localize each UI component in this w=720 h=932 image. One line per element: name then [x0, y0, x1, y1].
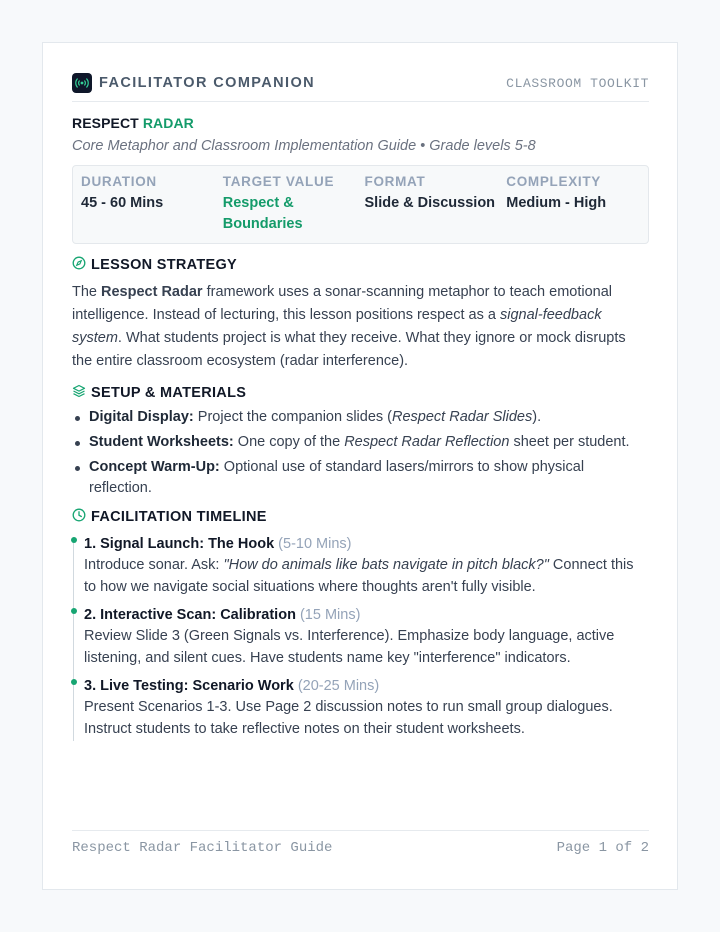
strategy-paragraph [72, 281, 649, 373]
setup-heading [72, 384, 649, 402]
toolkit-label: CLASSROOM TOOLKIT [506, 75, 649, 91]
text: Introduce sonar. Ask: [84, 557, 224, 573]
meta-complexity [506, 174, 648, 235]
section-title: LESSON STRATEGY [91, 257, 238, 273]
emphasis: "How do animals like bats navigate in pitch black?" [223, 557, 549, 573]
text: One copy of the [233, 434, 345, 450]
materials-list [72, 407, 649, 499]
brand [72, 73, 315, 93]
step-body [84, 696, 649, 740]
page-footer [72, 830, 649, 856]
step-duration: (5-10 Mins) [278, 536, 352, 552]
meta-format [365, 174, 507, 235]
section-title: SETUP & MATERIALS [91, 385, 247, 401]
text: Present Scenarios 1-3. Use Page 2 discussion notes to run small group dialogues. Instruct students to take reflective notes on their student worksheets. [84, 699, 613, 737]
step-title [84, 534, 649, 554]
meta-target-value [223, 174, 365, 235]
footer-row [72, 840, 649, 856]
step-duration: (20-25 Mins) [297, 678, 380, 694]
meta-value: Respect & Boundaries [222, 195, 303, 232]
footer-divider [72, 830, 649, 831]
item-label: Digital Display: [89, 409, 194, 425]
step-body [84, 625, 649, 669]
document-subtitle: Core Metaphor and Classroom Implementation Guide • Grade levels 5-8 [72, 138, 536, 154]
text: . What students project is what they receive. What they ignore or mock disrupts the entire classroom ecosystem (radar interference). [72, 330, 626, 369]
lesson-meta-panel [72, 165, 649, 244]
text: Review Slide 3 (Green Signals vs. Interference). Emphasize body language, active listening, and silent cues. Have students name key "interference" indicators. [84, 628, 615, 666]
text: The [72, 284, 102, 300]
page-header [72, 71, 649, 95]
compass-icon [72, 256, 86, 274]
step-name: 2. Interactive Scan: Calibration [84, 607, 296, 623]
meta-label: DURATION [81, 174, 157, 189]
page-number: Page 1 of 2 [556, 840, 649, 856]
step-name: 1. Signal Launch: The Hook [84, 536, 275, 552]
item-label: Student Worksheets: [89, 434, 234, 450]
text: ). [532, 409, 542, 425]
emphasis: signal-feedback system [72, 307, 602, 346]
list-item [72, 457, 649, 499]
facilitation-timeline [72, 534, 649, 740]
list-item [72, 407, 649, 428]
clock-icon [72, 508, 86, 526]
brand-title: FACILITATOR COMPANION [99, 75, 316, 91]
item-label: Concept Warm-Up: [89, 459, 220, 475]
step-duration: (15 Mins) [299, 607, 361, 623]
emphasis: Respect Radar Slides [392, 409, 533, 425]
text: Project the companion slides ( [193, 409, 393, 425]
meta-label: COMPLEXITY [506, 174, 602, 189]
meta-duration [81, 174, 223, 235]
title-main: RESPECT [72, 115, 139, 131]
text: sheet per student. [509, 434, 630, 450]
page-content [72, 71, 649, 747]
timeline-step [72, 605, 649, 669]
step-title [84, 676, 649, 696]
list-item [72, 432, 649, 453]
meta-value: Slide & Discussion [364, 195, 496, 211]
layers-icon [72, 384, 86, 402]
strategy-heading [72, 256, 649, 274]
text: framework uses a sonar-scanning metaphor to teach emotional intelligence. Instead of lecturing, this lesson positions respect as a [72, 284, 612, 323]
timeline-step [72, 534, 649, 598]
text: Optional use of standard lasers/mirrors to show physical reflection. [89, 459, 585, 496]
meta-label: TARGET VALUE [222, 174, 335, 189]
timeline-dot [71, 608, 77, 614]
timeline-dot [71, 679, 77, 685]
emphasis: Respect Radar Reflection [344, 434, 510, 450]
step-name: 3. Live Testing: Scenario Work [84, 678, 294, 694]
timeline-step [72, 676, 649, 740]
meta-value: Medium - High [506, 195, 607, 211]
section-title: FACILITATION TIMELINE [91, 509, 267, 525]
document-page [42, 42, 678, 890]
title-accent: RADAR [142, 115, 194, 131]
meta-value: 45 - 60 Mins [81, 195, 164, 211]
footer-title: Respect Radar Facilitator Guide [72, 840, 333, 856]
text: Connect this to how we navigate social situations where thoughts aren't fully visible. [84, 557, 634, 595]
emphasis: Respect Radar [101, 284, 203, 300]
header-divider [72, 101, 649, 102]
timeline-heading [72, 508, 649, 526]
timeline-dot [71, 537, 77, 543]
step-title [84, 605, 649, 625]
document-title [72, 115, 649, 131]
meta-label: FORMAT [364, 174, 426, 189]
radar-signal-icon [72, 73, 92, 93]
step-body [84, 554, 649, 598]
